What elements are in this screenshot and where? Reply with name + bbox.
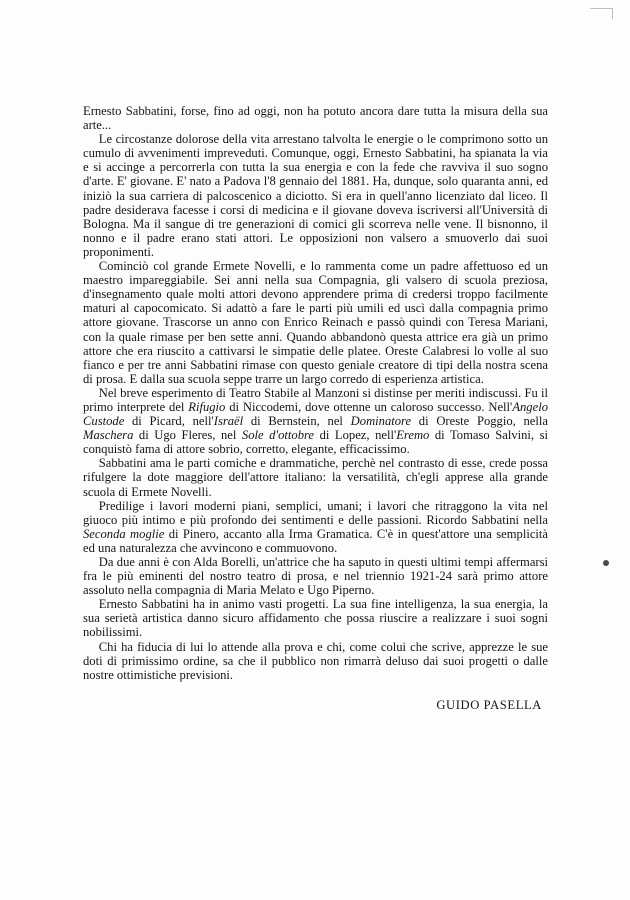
paragraph <box>83 104 548 132</box>
paragraph <box>83 640 548 682</box>
text-segment: Da due anni è con Alda Borelli, un'attrice che ha saputo in questi ultimi tempi affermarsi fra le più eminenti del nostro teatro di prosa, e nel triennio 1921-24 sarà primo attore assoluto nella compagnia di Maria Melato e Ugo Piperno. <box>83 555 548 598</box>
text-segment: Predilige i lavori moderni piani, semplici, umani; i lavori che ritraggono la vita nel giuoco più intimo e più profondo dei sentimenti e delle passioni. Ricordo Sabbatini nella <box>83 498 548 527</box>
italic-title: Israël <box>213 414 244 429</box>
paragraph <box>83 456 548 498</box>
paragraph <box>83 555 548 597</box>
text-segment: Le circostanze dolorose della vita arrestano talvolta le energie o le comprimono sotto un cumulo di avvenimenti impreveduti. Comunque, oggi, Ernesto Sabbatini, ha spianata la via e si accinge a percorrerla con tutta la sua energia e con la fede che ravviva il suo sogno d'arte. E' giovane. E' nato a Padova l'8 gennaio del 1881. Ha, dunque, solo quaranta anni, ed iniziò la sua carriera di palcoscenico a diciotto. Si era in quell'anno licenziato dal liceo. Il padre desiderava facesse i corsi di medicina e il giovane doveva iscriversi all'Università di Bologna. Ma il sangue di tre generazioni di comici gli scorreva nelle vene. Il bisnonno, il nonno e il padre erano stati attori. Le opposizioni non valsero a smuoverlo dai suoi proponimenti. <box>83 132 548 259</box>
text-segment: di Picard, nell' <box>124 414 214 429</box>
paragraph <box>83 597 548 639</box>
scan-corner-mark <box>590 8 613 19</box>
italic-title: Rifugio <box>188 399 226 414</box>
text-segment: Chi ha fiducia di lui lo attende alla prova e chi, come colui che scrive, apprezze le sue doti di primissimo ordine, sa che il pubblico non rimarrà deluso dai suoi progetti o dalle nostre ottimistiche previsioni. <box>83 639 548 682</box>
text-segment: di Tomaso Salvini, si conquistò fama di attore sobrio, corretto, elegante, efficacissimo. <box>83 428 549 457</box>
text-segment: di Bernstein, nel <box>243 414 351 429</box>
paragraph <box>83 259 548 386</box>
article-body <box>83 104 548 682</box>
author-signature: GUIDO PASELLA <box>436 698 542 712</box>
italic-title: Dominatore <box>350 414 412 429</box>
text-segment: di Lopez, nell' <box>314 428 397 443</box>
italic-title: Sole d'ottobre <box>241 428 315 443</box>
text-segment: Nel breve esperimento di Teatro Stabile al Manzoni si distinse per meriti indiscussi. Fu il primo interprete del <box>83 385 548 414</box>
text-segment: di Oreste Poggio, nella <box>411 414 548 429</box>
paragraph <box>83 499 548 555</box>
paragraph <box>83 132 548 259</box>
italic-title: Seconda moglie <box>83 526 165 541</box>
italic-title: Maschera <box>83 428 134 443</box>
paragraph <box>83 386 548 456</box>
text-segment: Sabbatini ama le parti comiche e drammatiche, perchè nel contrasto di esse, crede possa rifulgere la dote maggiore dell'attore italiano: la versatilità, ch'egli apprese alla grande scuola di Ermete Novelli. <box>83 456 548 499</box>
text-segment: Cominciò col grande Ermete Novelli, e lo rammenta come un padre affettuoso ed un maestro impareggiabile. Sei anni nella sua Compagnia, gli valsero di scuola preziosa, d'insegnamento quale molti attori devono apprendere prima di credersi troppo facilmente maturi al capocomicato. Si adattò a fare le parti più umili ed uscì dalla compagnia primo attore giovane. Trascorse un anno con Enrico Reinach e passò quindi con Teresa Mariani, con la quale rimase per ben sette anni. Quando abbandonò questa attrice era già un primo attore che era riuscito a cattivarsi le simpatie delle platee. Oreste Calabresi lo volle al suo fianco e per tre anni Sabbatini rimase con questo geniale creatore di tipi della nostra scena di prosa. E dalla sua scuola seppe trarre un largo corredo di esperienza artistica. <box>83 259 548 386</box>
text-segment: Ernesto Sabbatini ha in animo vasti progetti. La sua fine intelligenza, la sua energia, la sua serietà artistica danno sicuro affidamento che possa riuscire a realizzare i suoi sogni nobilissimi. <box>83 597 548 640</box>
italic-title: Eremo <box>396 428 430 443</box>
margin-dot <box>603 560 609 566</box>
text-segment: di Pinero, accanto alla Irma Gramatica. C'è in quest'attore una semplicità ed una naturalezza che avvincono e commuovono. <box>83 526 549 555</box>
text-segment: di Ugo Fleres, nel <box>133 428 242 443</box>
text-segment: Ernesto Sabbatini, forse, fino ad oggi, non ha potuto ancora dare tutta la misura della sua arte... <box>83 104 548 133</box>
italic-title: Angelo Custode <box>83 399 548 429</box>
text-segment: di Niccodemi, dove ottenne un caloroso successo. Nell' <box>225 399 513 414</box>
